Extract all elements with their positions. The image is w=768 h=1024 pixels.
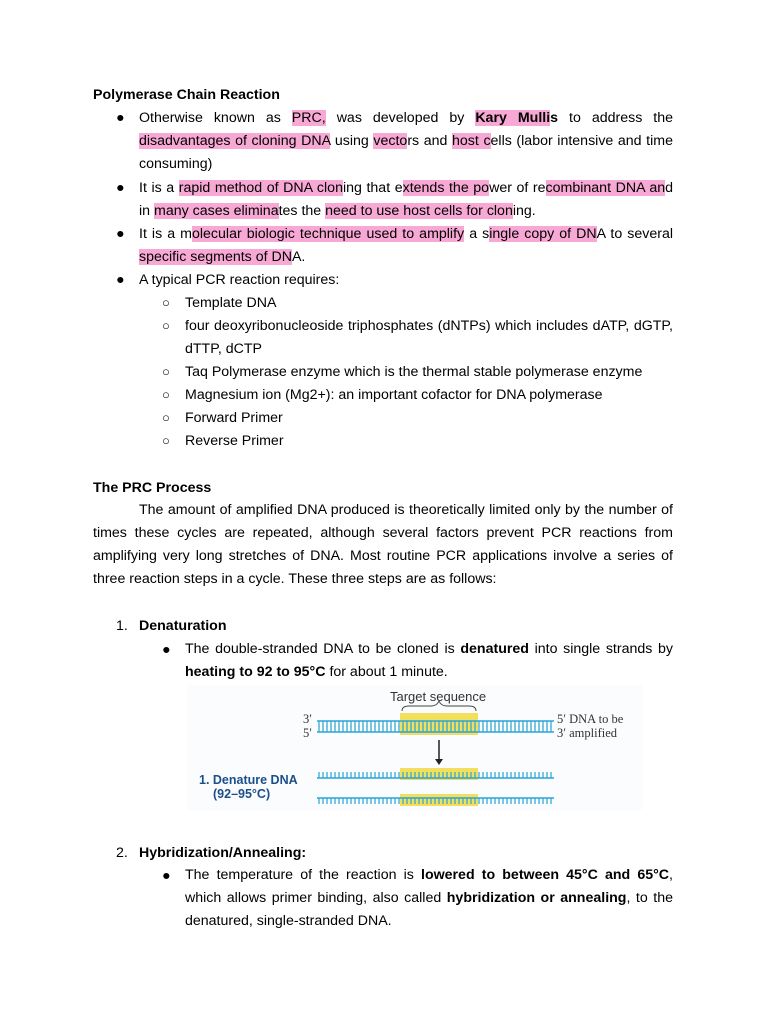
target-sequence-label: Target sequence [390, 689, 487, 704]
strand-end-label: 5′ DNA to be [557, 712, 624, 726]
bullet-icon: ● [116, 226, 125, 242]
step-title: Denaturation [139, 618, 227, 634]
highlight: PRC, [291, 110, 326, 126]
highlight: olecular biologic technique used to amplify [192, 226, 465, 242]
paragraph-line: specific segments of DNA. [139, 249, 306, 265]
paragraph-line: heating to 92 to 95°C for about 1 minute. [185, 664, 448, 680]
list-item: Forward Primer [185, 410, 283, 426]
paragraph-line: in many cases eliminates the need to use host cells for cloning. [139, 203, 536, 219]
circle-bullet-icon: ○ [162, 387, 170, 402]
list-item: Reverse Primer [185, 433, 284, 449]
strand-end-label: 3′ [303, 712, 312, 726]
list-item: four deoxyribonucleoside triphosphates (dNTPs) which includes dATP, dGTP, [185, 318, 673, 334]
circle-bullet-icon: ○ [162, 364, 170, 379]
paragraph-line: A typical PCR reaction requires: [139, 272, 340, 288]
section-title: The PRC Process [93, 480, 212, 496]
paragraph-line: times these cycles are repeated, although several factors prevent PCR reactions from [93, 525, 673, 541]
paragraph-line: The temperature of the reaction is lowered to between 45°C and 65°C, [185, 867, 673, 883]
highlight: specific segments of DN [139, 249, 292, 265]
single-strands-dna [317, 772, 554, 804]
circle-bullet-icon: ○ [162, 318, 170, 333]
paragraph-line: denatured, single-stranded DNA. [185, 913, 392, 929]
highlight: vecto [373, 133, 408, 149]
step-label: (92–95°C) [213, 787, 271, 801]
paragraph-line: consuming) [139, 156, 213, 172]
highlight: need to use host cells for clon [325, 203, 513, 219]
paragraph-line: The double-stranded DNA to be cloned is denatured into single strands by [185, 641, 673, 657]
pcr-denaturation-figure [187, 685, 642, 810]
highlight: combinant DNA an [545, 180, 666, 196]
bullet-icon: ● [162, 642, 171, 658]
highlight: Kary Mulli [475, 110, 551, 126]
step-label: 1. Denature DNA [199, 773, 298, 787]
highlight: ingle copy of DN [489, 226, 597, 242]
list-item: Taq Polymerase enzyme which is the thermal stable polymerase enzyme [185, 364, 643, 380]
paragraph-line: amplifying very long stretches of DNA. Most routine PCR applications involve a series of [93, 548, 673, 564]
highlight: many cases elimina [154, 203, 279, 219]
circle-bullet-icon: ○ [162, 295, 170, 310]
circle-bullet-icon: ○ [162, 433, 170, 448]
section-title: Polymerase Chain Reaction [93, 87, 280, 103]
step-number: 2. [116, 845, 128, 861]
strand-end-label: 5′ [303, 726, 312, 740]
step-number: 1. [116, 618, 128, 634]
down-arrow-icon [435, 759, 443, 765]
list-item: Magnesium ion (Mg2+): an important cofactor for DNA polymerase [185, 387, 603, 403]
list-item: dTTP, dCTP [185, 341, 263, 357]
highlight: host c [452, 133, 491, 149]
paragraph-line: It is a molecular biologic technique used to amplify a single copy of DNA to several [139, 226, 674, 242]
bullet-icon: ● [162, 868, 171, 884]
paragraph-line: which allows primer binding, also called hybridization or annealing, to the [185, 890, 673, 906]
paragraph-line: Otherwise known as PRC, was developed by Kary Mullis to address the [139, 110, 674, 126]
bullet-icon: ● [116, 272, 125, 288]
highlight: xtends the po [402, 180, 490, 196]
list-item: Template DNA [185, 295, 277, 311]
step-title: Hybridization/Annealing: [139, 845, 307, 861]
dna-diagram [187, 685, 642, 810]
paragraph-line: three reaction steps in a cycle. These three steps are as follows: [93, 571, 497, 587]
double-strand-dna [317, 721, 554, 732]
paragraph-line: It is a rapid method of DNA cloning that extends the power of recombinant DNA and [139, 180, 673, 196]
highlight: disadvantages of cloning DNA [139, 133, 331, 149]
highlight: rapid method of DNA clon [178, 180, 343, 196]
paragraph-line: The amount of amplified DNA produced is theoretically limited only by the number of [139, 502, 673, 518]
circle-bullet-icon: ○ [162, 410, 170, 425]
bullet-icon: ● [116, 110, 125, 126]
paragraph-line: disadvantages of cloning DNA using vectors and host cells (labor intensive and time [139, 133, 673, 149]
strand-end-label: 3′ amplified [557, 726, 618, 740]
bullet-icon: ● [116, 180, 125, 196]
